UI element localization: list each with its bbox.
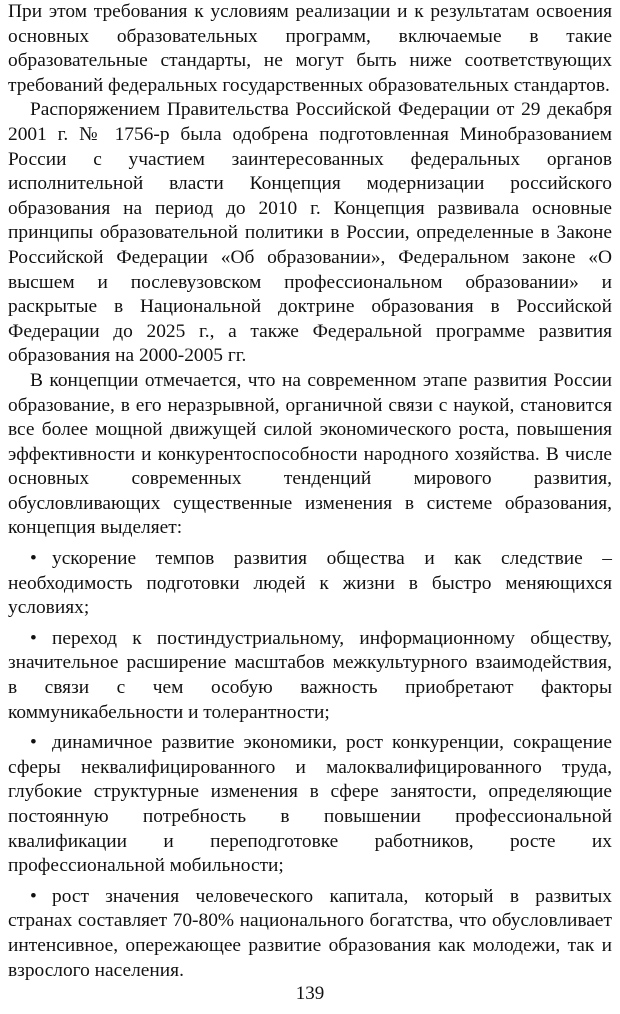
paragraph-concept-trends: В концепции отмечается, что на современном этапе развития России образование, в его неразрывной, органичной связи с наукой, становится все более мощной движущей силой экономического роста, повышения эффективности и конкурентоспособности народного хозяйства. В числе основных современных тенденций мирового развития, обусловливающих существенные изменения в системе образования, концепция выделяет:: [8, 369, 612, 539]
bullet-icon: •: [30, 885, 37, 907]
bullet-item: [8, 731, 612, 879]
bullet-item: [8, 627, 612, 725]
bullet-text: переход к постиндустриальному, информационному обществу, значительное расширение масштабов межкультурного взаимодействия, в связи с чем особую важность приобретают факторы коммуникабельности и толерантности;: [8, 627, 612, 723]
bullet-item: [8, 547, 612, 621]
bullet-text: ускорение темпов развития общества и как следствие – необходимость подготовки людей к жизни в быстро меняющихся условиях;: [8, 548, 612, 619]
page-number: 139: [295, 983, 325, 1004]
bullet-text: рост значения человеческого капитала, который в развитых странах составляет 70-80% национального богатства, что обусловливает интенсивное, опережающее развитие образования как молодежи, так и взрослого населения.: [8, 885, 612, 981]
paragraph-decree: Распоряжением Правительства Российской Федерации от 29 декабря 2001 г. № 1756-р была одобрена подготовленная Минобразованием России с участием заинтересованных федеральных органов исполнительной власти Концепция модернизации российского образования на период до 2010 г. Концепция развивала основные принципы образовательной политики в России, определенные в Законе Российской Федерации «Об образовании», Федеральном законе «О высшем и послевузовском профессиональном образовании» и раскрытые в Национальной доктрине образования в Российской Федерации до 2025 г., а также Федеральной программе развития образования на 2000-2005 гг.: [8, 99, 612, 367]
bullet-icon: •: [30, 548, 37, 570]
bullet-item: [8, 885, 612, 983]
bullet-icon: •: [30, 732, 37, 754]
bullet-icon: •: [30, 627, 37, 649]
paragraph-continuation: При этом требования к условиям реализации и к результатам освоения основных образовательных программ, включаемые в такие образовательные стандарты, не могут быть ниже соответствующих требований федеральных государственных образовательных стандартов.: [8, 1, 612, 96]
page-body: [8, 0, 612, 983]
bullet-text: динамичное развитие экономики, рост конкуренции, сокращение сферы неквалифицированного и малоквалифицированного труда, глубокие структурные изменения в сфере занятости, определяющие постоянную потребность в повышении профессиональной квалификации и переподготовке работников, росте их профессиональной мобильности;: [8, 732, 612, 877]
